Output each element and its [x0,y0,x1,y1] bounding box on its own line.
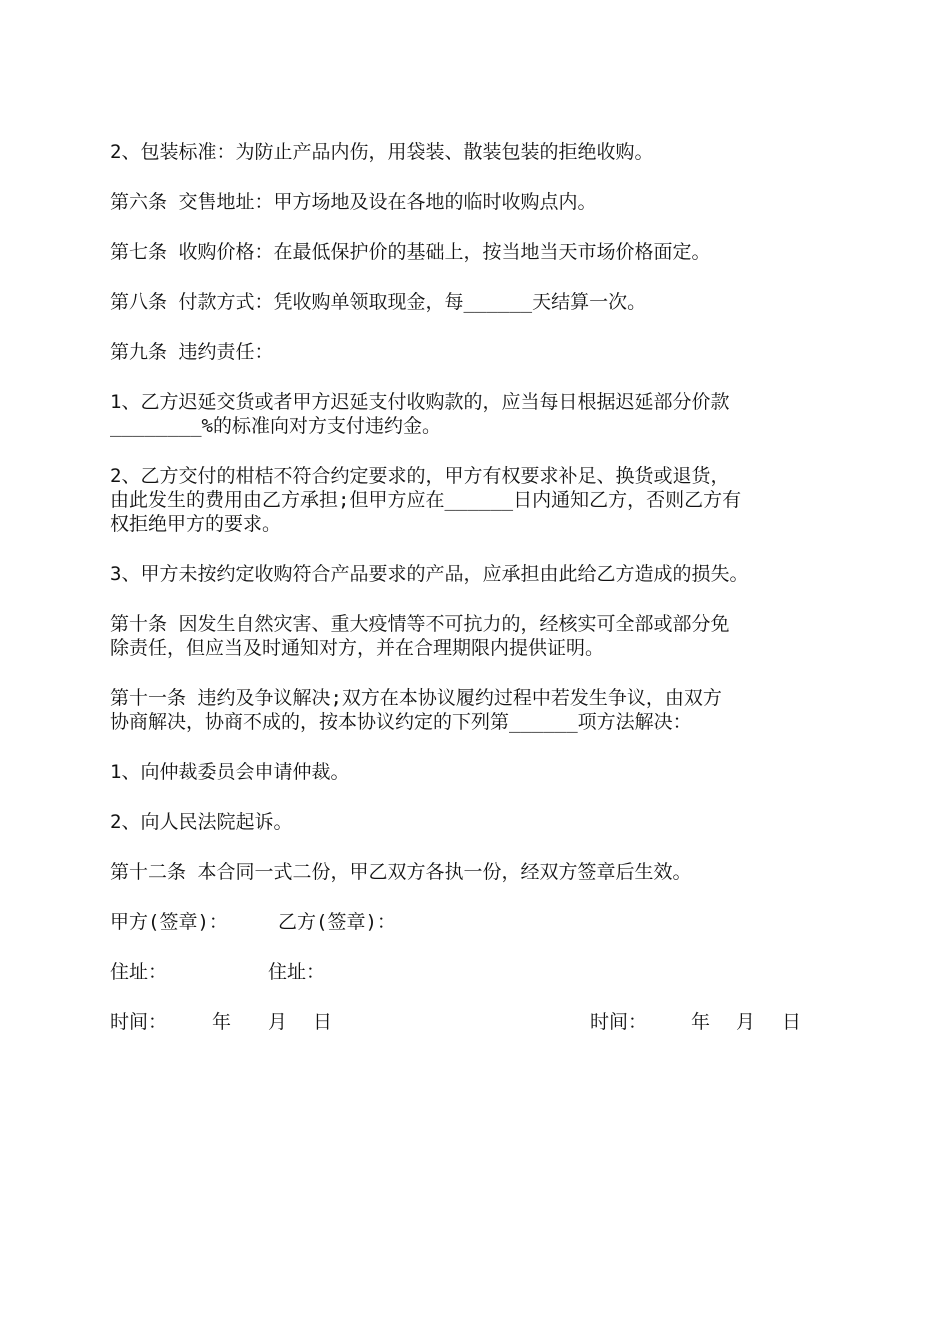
date-row [110,1010,845,1034]
clause-9-item-2 [110,464,845,536]
clause-8-payment-method [110,290,845,314]
text-line: 协商解决，协商不成的，按本协议约定的下列第______项方法解决： [110,711,692,733]
text-line: 由此发生的费用由乙方承担;但甲方应在______日内通知乙方，否则乙方有 [110,489,742,511]
clause-11-option-1 [110,760,845,784]
text-line: 2、向人民法院起诉。 [110,811,293,833]
party-a-year: 年 [212,1011,232,1033]
party-b-signature-label: 乙方(签章)： [278,911,396,933]
text-line: ________%的标准向对方支付违约金。 [110,415,441,437]
clause-6-delivery-address [110,190,845,214]
clause-11-dispute-resolution [110,686,845,734]
clause-12-copies [110,860,845,884]
party-b-time-label: 时间： [590,1011,648,1033]
party-a-time-label: 时间： [110,1011,168,1033]
address-row [110,960,845,984]
party-b-day: 日 [782,1011,802,1033]
contract-page [110,140,845,1060]
text-line: 除责任，但应当及时通知对方，并在合理期限内提供证明。 [110,637,605,659]
signature-row [110,910,845,934]
text-line: 第十二条 本合同一式二份，甲乙双方各执一份，经双方签章后生效。 [110,861,692,883]
party-b-month: 月 [736,1011,756,1033]
text-line: 第八条 付款方式：凭收购单领取现金，每______天结算一次。 [110,291,647,313]
clause-7-purchase-price [110,240,845,264]
clause-10-force-majeure [110,612,845,660]
party-a-month: 月 [268,1011,288,1033]
clause-9-liability-heading [110,340,845,364]
text-line: 第十条 因发生自然灾害、重大疫情等不可抗力的，经核实可全部或部分免 [110,613,730,635]
text-line: 第七条 收购价格：在最低保护价的基础上，按当地当天市场价格面定。 [110,241,711,263]
party-a-signature-label: 甲方(签章)： [110,911,228,933]
text-line: 2、乙方交付的柑桔不符合约定要求的，甲方有权要求补足、换货或退货， [110,465,730,487]
clause-11-option-2 [110,810,845,834]
text-line: 权拒绝甲方的要求。 [110,513,282,535]
party-b-address-label: 住址： [268,961,326,983]
clause-9-item-3 [110,562,845,586]
clause-9-item-1 [110,390,845,438]
party-a-day: 日 [313,1011,333,1033]
text-line: 第六条 交售地址：甲方场地及设在各地的临时收购点内。 [110,191,597,213]
text-line: 2、包装标准：为防止产品内伤，用袋装、散装包装的拒绝收购。 [110,141,654,163]
clause-packaging-standard [110,140,845,164]
text-line: 第九条 违约责任： [110,341,274,363]
party-a-address-label: 住址： [110,961,168,983]
text-line: 3、甲方未按约定收购符合产品要求的产品，应承担由此给乙方造成的损失。 [110,563,749,585]
text-line: 1、乙方迟延交货或者甲方迟延支付收购款的，应当每日根据迟延部分价款 [110,391,730,413]
text-line: 1、向仲裁委员会申请仲裁。 [110,761,350,783]
party-b-year: 年 [691,1011,711,1033]
text-line: 第十一条 违约及争议解决;双方在本协议履约过程中若发生争议，由双方 [110,687,722,709]
